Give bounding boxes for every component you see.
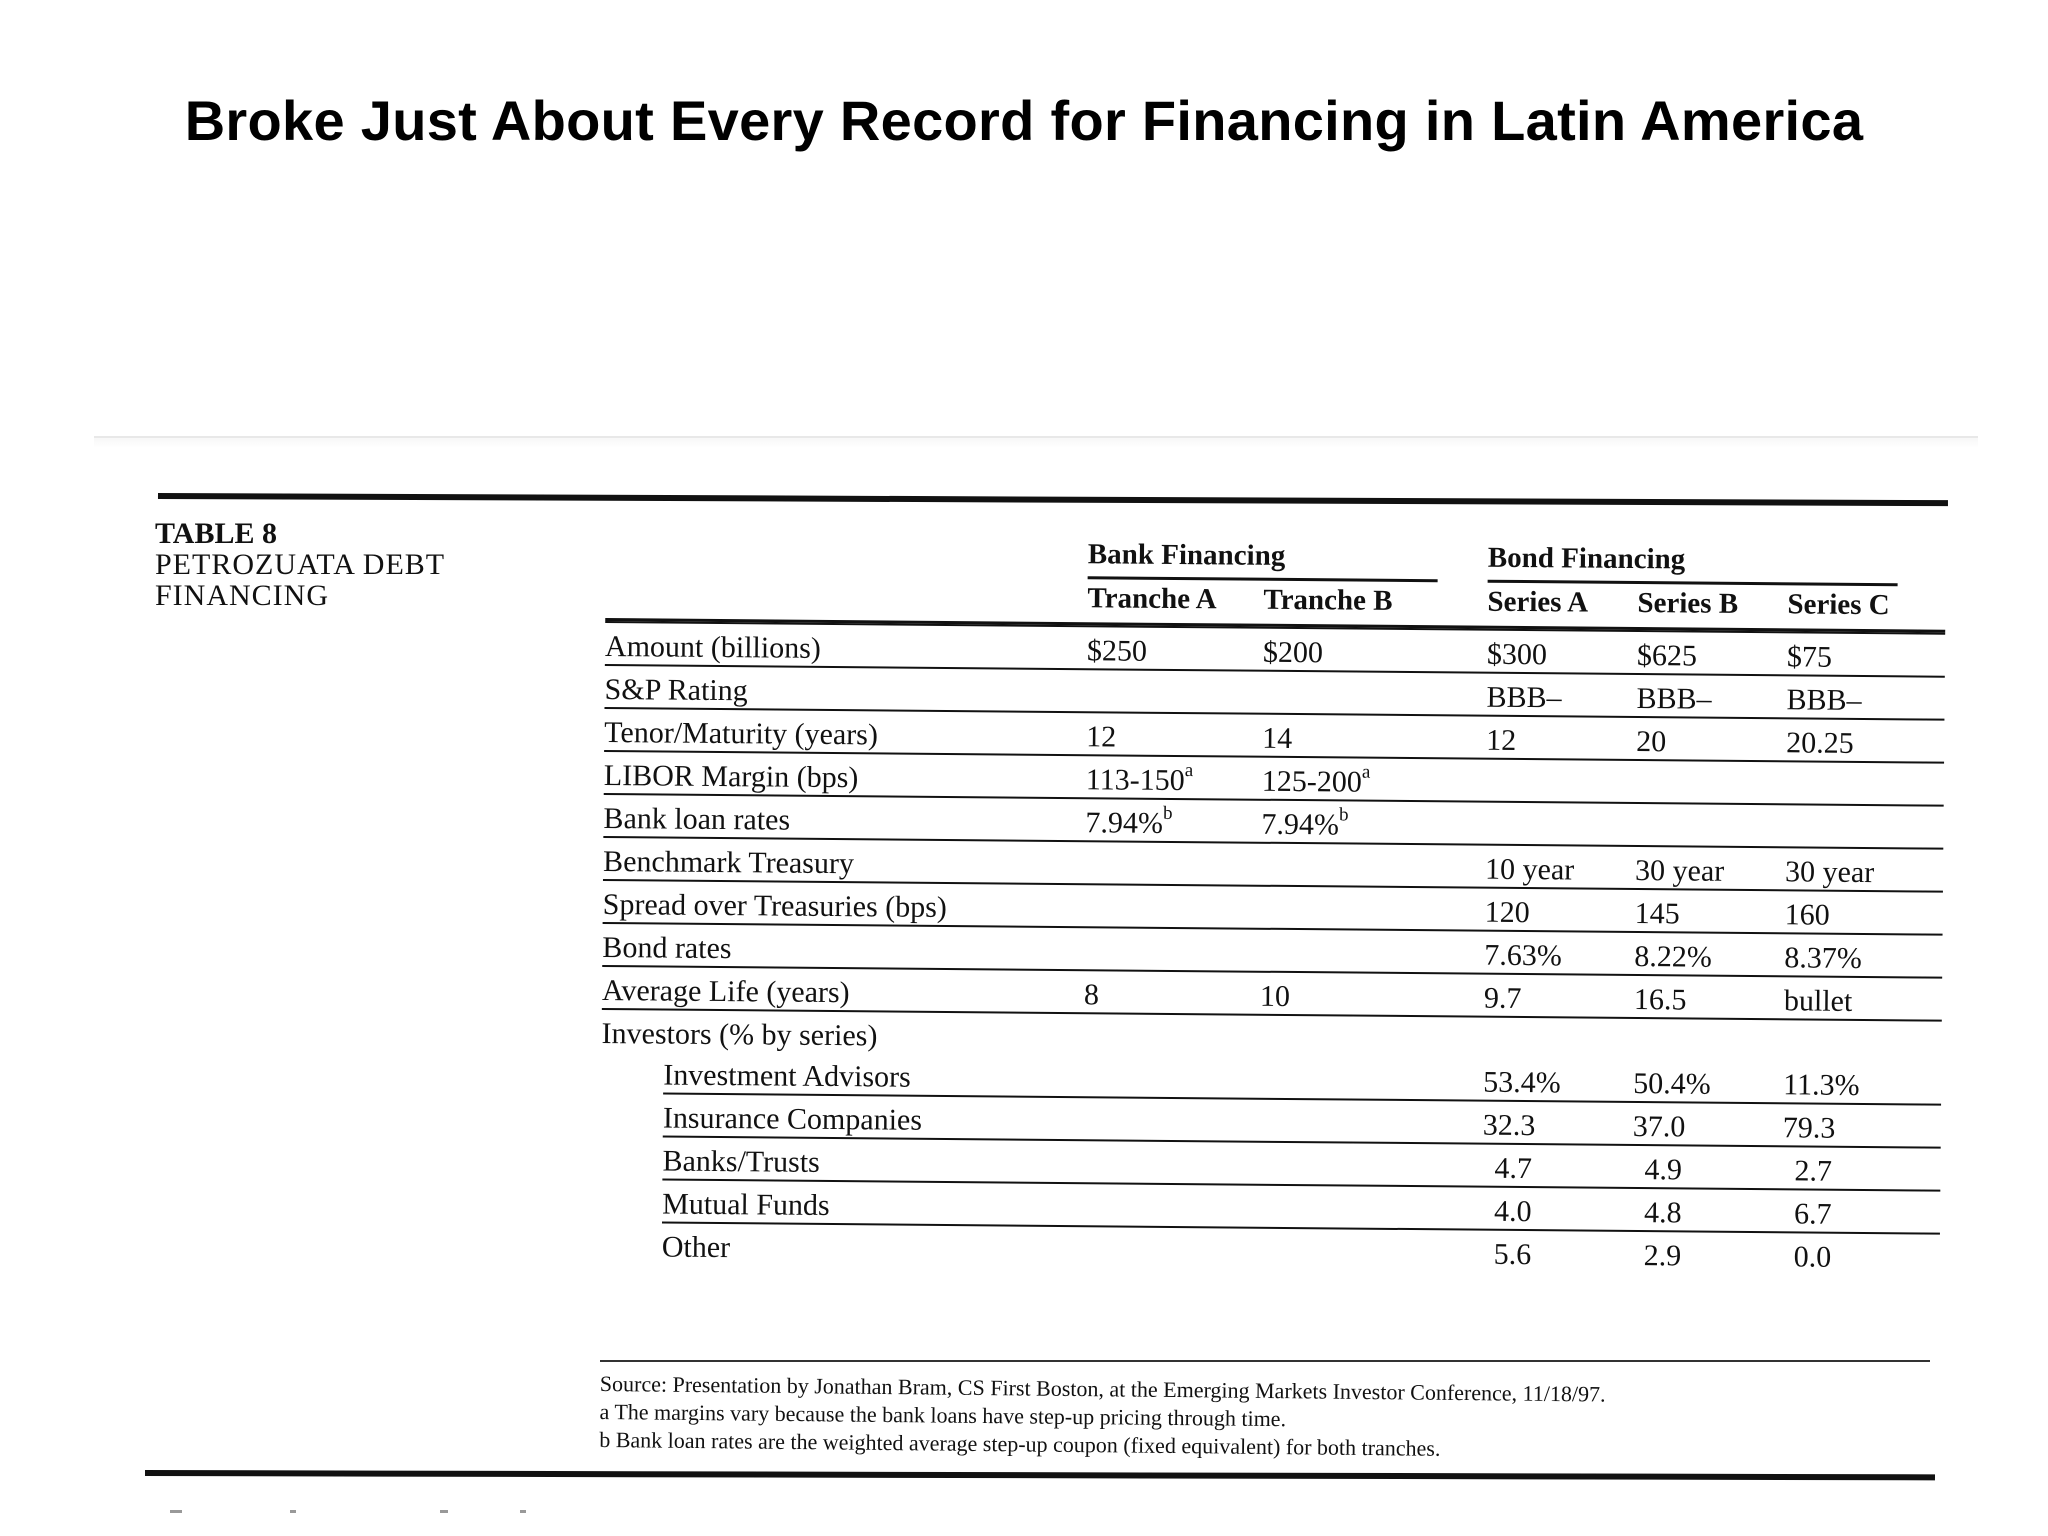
row-label: S&P Rating	[604, 672, 748, 708]
table-cell: 79.3	[1782, 1111, 1836, 1145]
table-cell: BBB–	[1636, 682, 1712, 716]
footnote-mark: b	[1338, 804, 1349, 826]
column-header: Series B	[1637, 587, 1739, 620]
table-cell: 120	[1484, 895, 1530, 930]
table-cell: BBB–	[1786, 683, 1862, 717]
group-bank-financing: Bank Financing	[1087, 538, 1286, 572]
debt-financing-table	[600, 534, 1946, 1276]
table-cell: 53.4%	[1483, 1065, 1561, 1100]
table-cell: 30 year	[1634, 853, 1725, 888]
table-cell: 12	[1086, 720, 1117, 754]
table-cell: 0.0	[1793, 1240, 1832, 1274]
footnote-mark: b	[1162, 802, 1173, 824]
table-bottom-rule	[145, 1470, 1935, 1480]
slide-title: Broke Just About Every Record for Financing in Latin America	[184, 89, 1864, 152]
table-cell: 4.7	[1494, 1151, 1533, 1186]
row-label: Mutual Funds	[662, 1187, 830, 1222]
footnote-b: b Bank loan rates are the weighted average step-up coupon (fixed equivalent) for both tranches.	[599, 1426, 1441, 1461]
table-cell	[1085, 760, 1194, 798]
table-cell: 14	[1262, 721, 1293, 755]
footnote-mark: a	[1184, 760, 1194, 782]
table-cell: 4.9	[1644, 1153, 1683, 1187]
table-cell: $250	[1086, 634, 1148, 668]
row-label: Benchmark Treasury	[602, 844, 855, 881]
row-label: Amount (billions)	[604, 629, 821, 665]
cell-value: 125-200	[1261, 764, 1363, 799]
table-top-rule	[158, 493, 1948, 506]
row-label: Bank loan rates	[603, 801, 791, 837]
table-notes	[599, 1370, 1606, 1465]
table-cell: 32.3	[1482, 1108, 1536, 1143]
table-name-line-1: PETROZUATA DEBT	[155, 548, 446, 581]
scan-speck	[520, 1510, 526, 1513]
row-label: LIBOR Margin (bps)	[603, 758, 859, 795]
table-cell: $75	[1786, 640, 1833, 674]
table-cell: bullet	[1783, 984, 1853, 1018]
table-caption	[155, 518, 445, 611]
column-header: Series A	[1487, 585, 1589, 619]
row-label: Average Life (years)	[601, 973, 850, 1010]
row-label: Insurance Companies	[662, 1101, 923, 1137]
scan-edge	[94, 436, 1978, 448]
table-cell: 30 year	[1784, 855, 1875, 890]
table-cell: 145	[1634, 896, 1680, 931]
cell-value: 7.94%	[1261, 807, 1340, 842]
source-note: Source: Presentation by Jonathan Bram, CS First Boston, at the Emerging Markets Investor Conference, 11/18/97.	[599, 1371, 1606, 1407]
table-cell: 8.37%	[1784, 941, 1862, 975]
table-cell: 16.5	[1633, 982, 1687, 1017]
scan-speck	[170, 1510, 182, 1513]
table-cell: BBB–	[1486, 680, 1562, 715]
column-header: Series C	[1787, 588, 1890, 622]
cell-value: 7.94%	[1085, 806, 1164, 840]
table-cell: 4.8	[1643, 1196, 1682, 1230]
table-body	[600, 621, 1946, 1276]
row-label: Banks/Trusts	[662, 1144, 820, 1179]
table-cell: 2.9	[1643, 1239, 1682, 1273]
table-name-line-2: FINANCING	[155, 579, 329, 612]
table-cell	[1085, 802, 1173, 841]
table-number: TABLE 8	[155, 517, 277, 550]
scan-speck	[290, 1510, 296, 1513]
source-rule	[600, 1360, 1930, 1362]
table-cell: 160	[1784, 898, 1830, 932]
table-cell	[1261, 761, 1371, 800]
table-cell: $200	[1262, 635, 1324, 670]
table-cell: 50.4%	[1633, 1066, 1711, 1101]
table-cell: 11.3%	[1783, 1068, 1860, 1102]
table-cell: 37.0	[1632, 1109, 1686, 1144]
table-cell: 12	[1486, 723, 1517, 757]
table-cell	[1261, 804, 1349, 843]
row-label: Bond rates	[602, 930, 732, 966]
table-cell: $625	[1636, 639, 1698, 673]
cell-value: 113-150	[1085, 763, 1185, 798]
table-cell: 20	[1636, 724, 1667, 759]
table-cell: 2.7	[1794, 1154, 1833, 1188]
row-label: Other	[661, 1230, 731, 1265]
table-cell: 8.22%	[1634, 939, 1712, 974]
column-header: Tranche A	[1087, 582, 1217, 616]
table-cell: 10	[1259, 979, 1291, 1013]
table-cell: $300	[1486, 637, 1548, 672]
table-cell: 5.6	[1493, 1237, 1532, 1272]
row-label: Investment Advisors	[663, 1058, 911, 1094]
scan-speck	[440, 1510, 448, 1513]
row-label: Tenor/Maturity (years)	[604, 715, 879, 752]
table-cell: 7.63%	[1484, 938, 1562, 973]
group-bond-financing: Bond Financing	[1487, 541, 1686, 576]
column-header: Tranche B	[1263, 583, 1393, 617]
footnote-mark: a	[1361, 761, 1371, 783]
table-cell: 9.7	[1483, 981, 1522, 1016]
row-label: Spread over Treasuries (bps)	[602, 887, 948, 924]
row-label: Investors (% by series)	[601, 1016, 878, 1053]
table-cell: 8	[1083, 978, 1100, 1012]
footnote-a: a The margins vary because the bank loans have step-up pricing through time.	[599, 1398, 1287, 1432]
table-cell: 10 year	[1484, 852, 1575, 887]
table-cell: 20.25	[1786, 726, 1854, 760]
table-cell: 6.7	[1793, 1197, 1832, 1231]
table-cell: 4.0	[1493, 1194, 1532, 1229]
